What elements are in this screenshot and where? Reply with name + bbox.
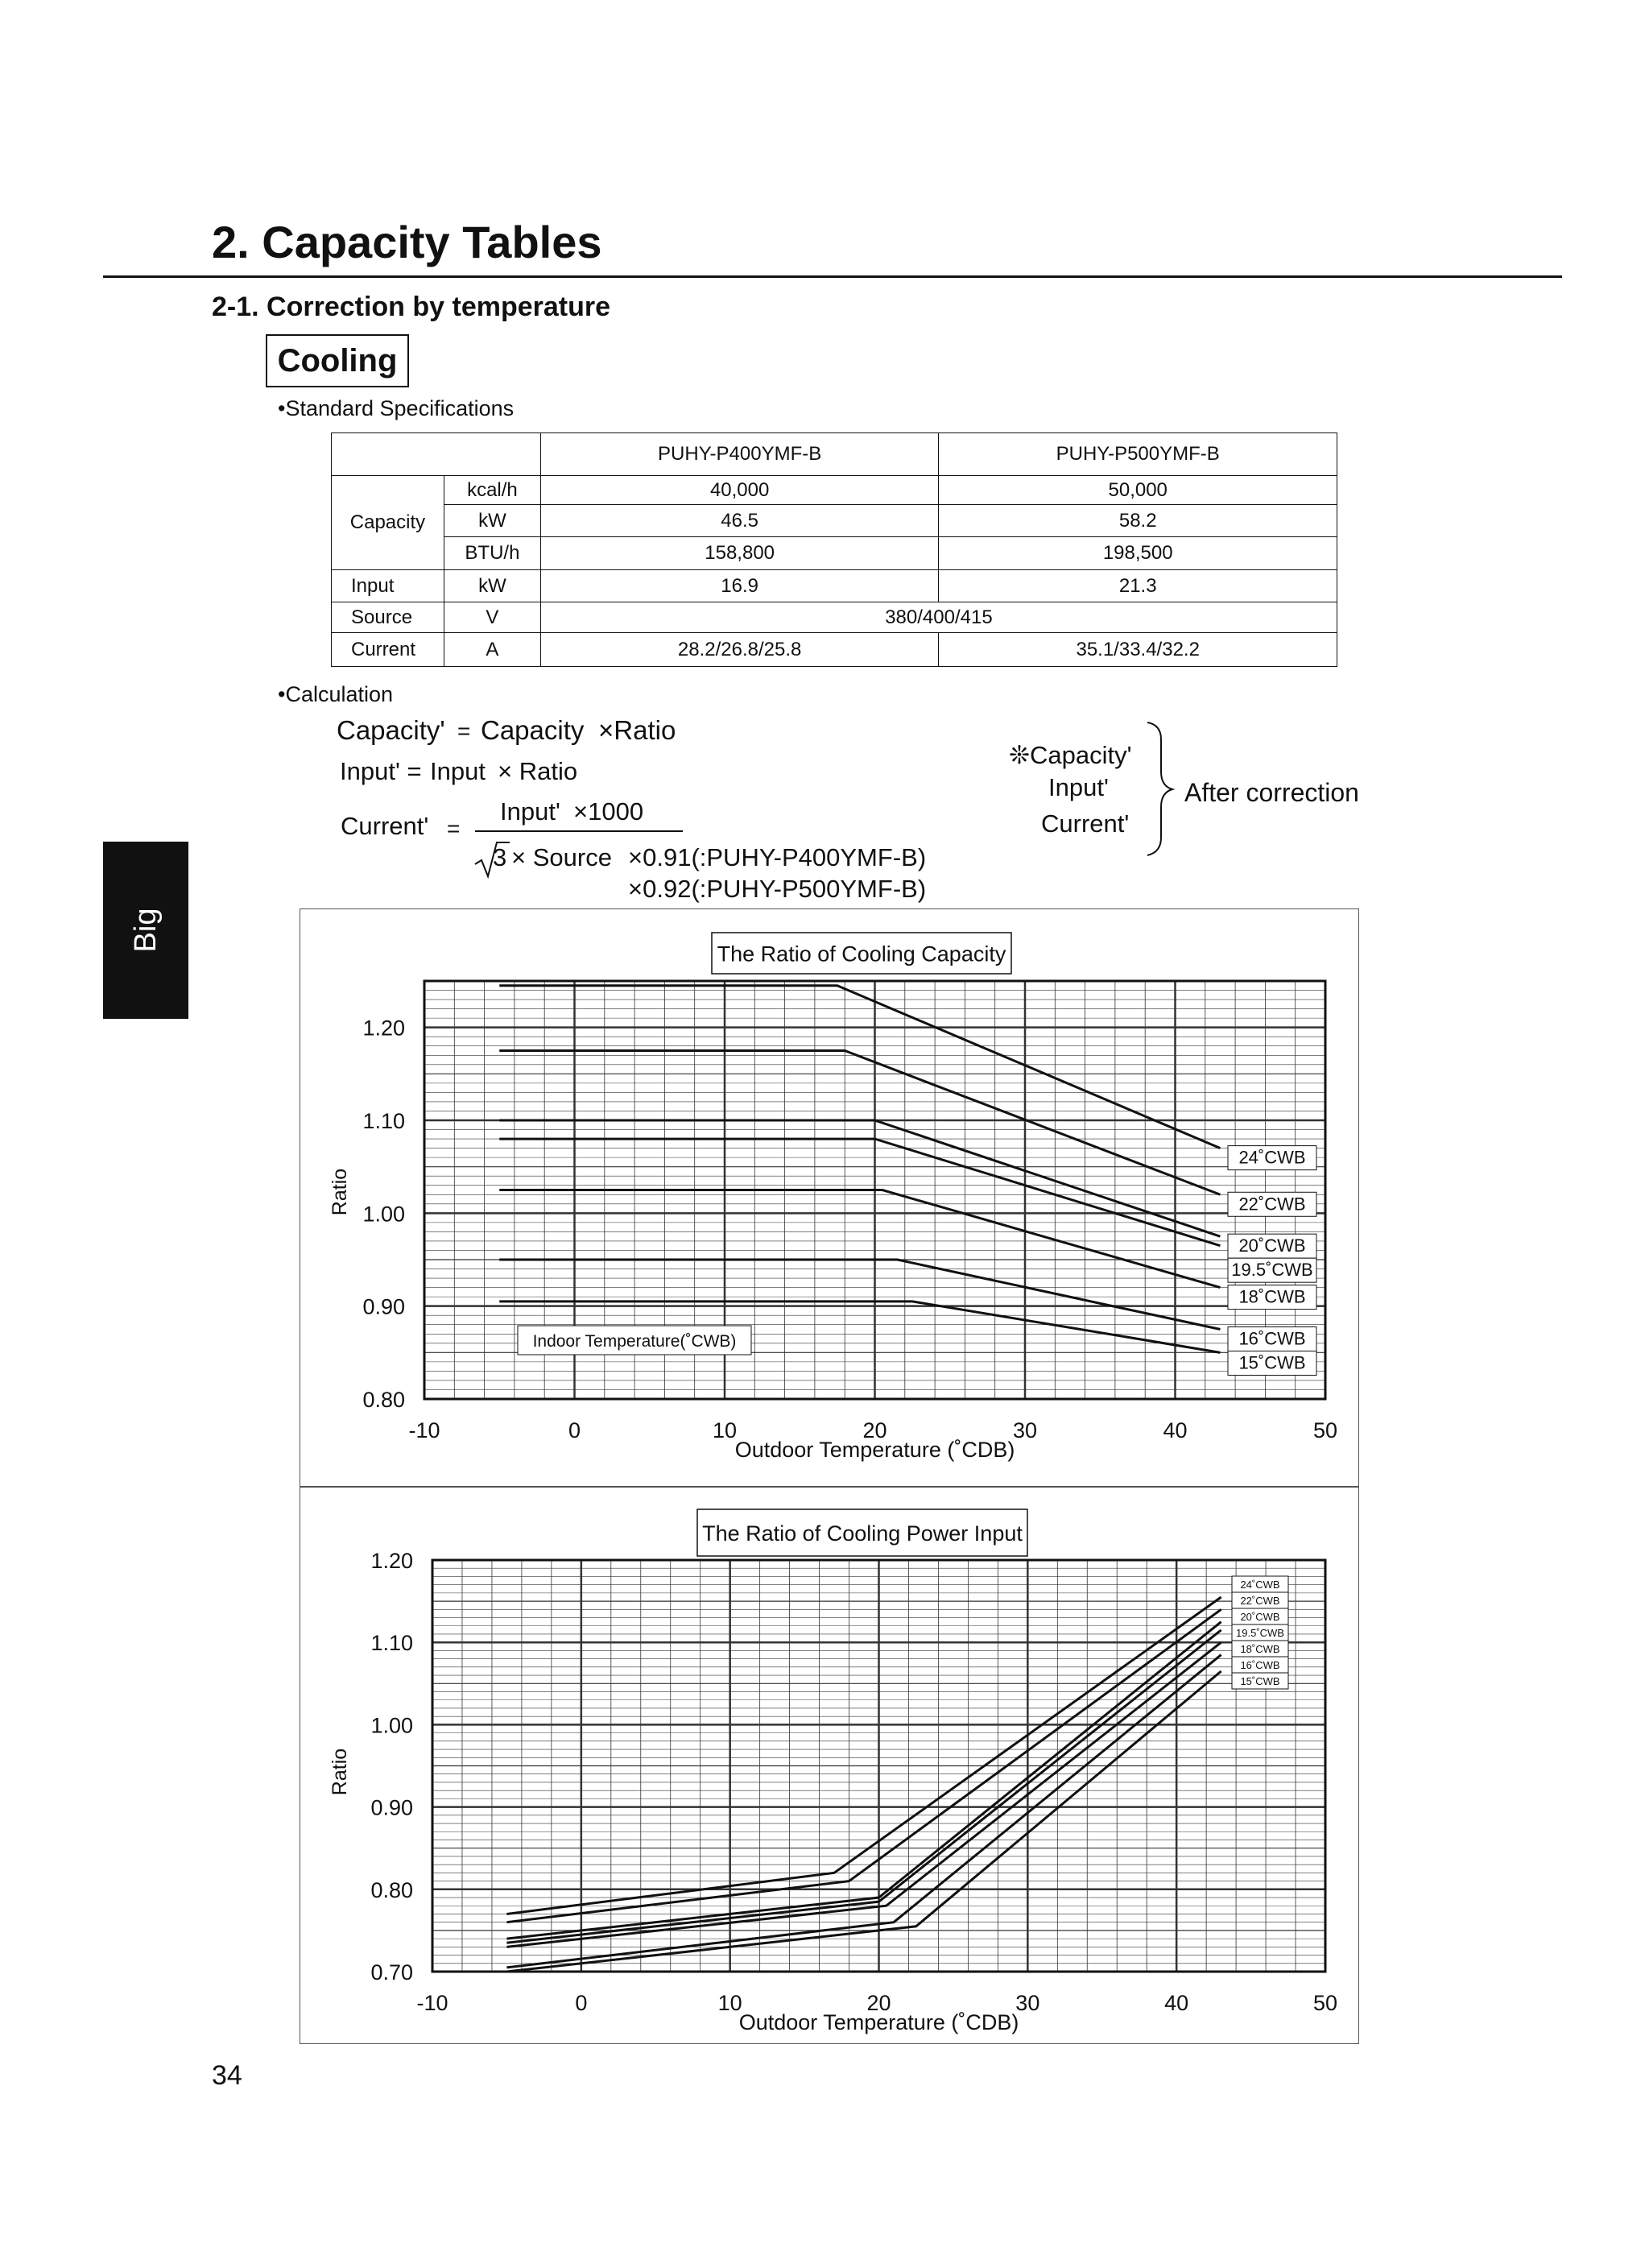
x-axis-label: Outdoor Temperature (˚CDB) <box>734 1438 1015 1462</box>
row-group: Current <box>332 633 444 667</box>
formula-input-rhs: Input <box>430 757 486 785</box>
y-tick-label: 1.20 <box>362 1016 405 1041</box>
row-unit: kW <box>444 505 540 537</box>
x-tick-label: 10 <box>712 1418 738 1442</box>
x-tick-label: 40 <box>1164 1991 1189 2015</box>
series-line <box>499 1139 1220 1246</box>
formula-capacity-lhs: Capacity' <box>337 715 445 745</box>
series-line <box>506 1630 1221 1943</box>
series-label: 24˚CWB <box>1240 1579 1280 1591</box>
formula-times-ratio-2: × Ratio <box>498 757 578 785</box>
x-tick-label: 10 <box>717 1991 742 2015</box>
formula-current-lhs: Current' <box>341 812 429 840</box>
row-unit: A <box>444 633 540 667</box>
std-spec-label: •Standard Specifications <box>278 396 515 420</box>
after-correction: After correction <box>1184 778 1359 807</box>
chart-title: The Ratio of Cooling Power Input <box>702 1521 1023 1546</box>
formula-current-num: Input' <box>500 797 560 826</box>
series-line <box>506 1622 1221 1939</box>
note-input: Input' <box>1048 773 1109 801</box>
page-title: 2. Capacity Tables <box>212 217 602 267</box>
x-tick-label: -10 <box>416 1991 448 2015</box>
y-tick-label: 1.10 <box>370 1631 413 1656</box>
y-tick-label: 0.90 <box>370 1795 413 1820</box>
cell-value: 198,500 <box>939 537 1337 570</box>
chart-title: The Ratio of Cooling Capacity <box>717 942 1006 966</box>
series-line <box>499 986 1220 1148</box>
formula-den-root: 3 <box>493 843 507 871</box>
series-line <box>506 1655 1221 1968</box>
section-subtitle: 2-1. Correction by temperature <box>212 292 611 322</box>
formula-input-lhs: Input' = <box>340 757 422 785</box>
cell-value: 21.3 <box>939 570 1337 602</box>
y-tick-label: 0.80 <box>370 1877 413 1902</box>
series-label: 16˚CWB <box>1240 1659 1280 1671</box>
x-axis-label: Outdoor Temperature (˚CDB) <box>738 2010 1019 2034</box>
model-header: PUHY-P400YMF-B <box>540 433 939 476</box>
series-label: 19.5˚CWB <box>1236 1627 1284 1639</box>
cell-value: 16.9 <box>540 570 939 602</box>
formula-den: × Source <box>511 843 612 871</box>
y-axis-label: Ratio <box>329 1168 351 1216</box>
cell-value: 50,000 <box>939 476 1337 505</box>
row-unit: BTU/h <box>444 537 540 570</box>
x-tick-label: -10 <box>408 1418 440 1442</box>
formula-eq: = <box>457 718 471 743</box>
row-group: Input <box>332 570 444 602</box>
formula-current-num-mult: ×1000 <box>573 797 644 826</box>
formula-capacity-rhs: Capacity <box>481 715 585 745</box>
series-line <box>499 1190 1220 1288</box>
row-unit: kcal/h <box>444 476 540 505</box>
y-tick-label: 0.80 <box>362 1388 405 1412</box>
side-tab-label: Big Y(R407C) <box>129 862 248 999</box>
formula-factor-2: ×0.92(:PUHY-P500YMF-B) <box>628 875 927 903</box>
row-unit: kW <box>444 570 540 602</box>
series-label: 20˚CWB <box>1240 1611 1280 1623</box>
series-label: 24˚CWB <box>1238 1147 1306 1168</box>
formula-factor-1: ×0.91(:PUHY-P400YMF-B) <box>628 843 927 871</box>
calc-label: •Calculation <box>278 682 394 706</box>
series-line <box>499 1260 1220 1330</box>
x-tick-label: 0 <box>575 1991 588 2015</box>
y-tick-label: 1.10 <box>362 1109 405 1133</box>
x-tick-label: 50 <box>1312 1418 1338 1442</box>
y-axis-label: Ratio <box>329 1748 351 1796</box>
x-tick-label: 20 <box>862 1418 887 1442</box>
row-unit: V <box>444 602 540 633</box>
series-label: 16˚CWB <box>1238 1328 1306 1349</box>
model-header: PUHY-P500YMF-B <box>939 433 1337 476</box>
row-group: Capacity <box>332 476 444 570</box>
series-label: 20˚CWB <box>1238 1235 1306 1256</box>
y-tick-label: 1.20 <box>370 1549 413 1573</box>
annotation-text: Indoor Temperature(˚CWB) <box>532 1332 737 1351</box>
cell-value: 40,000 <box>540 476 939 505</box>
series-line <box>506 1597 1221 1914</box>
note-capacity: ❊Capacity' <box>1009 741 1132 769</box>
cell-value: 35.1/33.4/32.2 <box>939 633 1337 667</box>
cell-value: 58.2 <box>939 505 1337 537</box>
series-label: 19.5˚CWB <box>1231 1260 1313 1281</box>
series-label: 15˚CWB <box>1238 1352 1306 1373</box>
x-tick-label: 30 <box>1015 1991 1040 2015</box>
series-label: 18˚CWB <box>1240 1643 1280 1655</box>
cell-value-merged: 380/400/415 <box>540 602 1337 633</box>
x-tick-label: 0 <box>568 1418 581 1442</box>
cell-value: 46.5 <box>540 505 939 537</box>
y-tick-label: 1.00 <box>370 1713 413 1738</box>
row-group: Source <box>332 602 444 633</box>
formula-times-ratio: ×Ratio <box>598 715 676 745</box>
x-tick-label: 40 <box>1163 1418 1188 1442</box>
series-label: 22˚CWB <box>1238 1194 1306 1215</box>
x-tick-label: 20 <box>866 1991 891 2015</box>
cooling-box: Cooling <box>266 334 409 387</box>
series-label: 18˚CWB <box>1238 1286 1306 1307</box>
series-label: 15˚CWB <box>1240 1675 1280 1687</box>
cell-value: 28.2/26.8/25.8 <box>540 633 939 667</box>
formula-eq-2: = <box>447 816 461 841</box>
x-tick-label: 30 <box>1012 1418 1038 1442</box>
y-tick-label: 0.70 <box>370 1960 413 1984</box>
x-tick-label: 50 <box>1312 1991 1338 2015</box>
page-number: 34 <box>212 2060 242 2091</box>
cell-value: 158,800 <box>540 537 939 570</box>
note-current: Current' <box>1041 809 1130 838</box>
y-tick-label: 0.90 <box>362 1294 405 1319</box>
series-line <box>499 1051 1220 1195</box>
y-tick-label: 1.00 <box>362 1202 405 1227</box>
series-label: 22˚CWB <box>1240 1595 1280 1607</box>
